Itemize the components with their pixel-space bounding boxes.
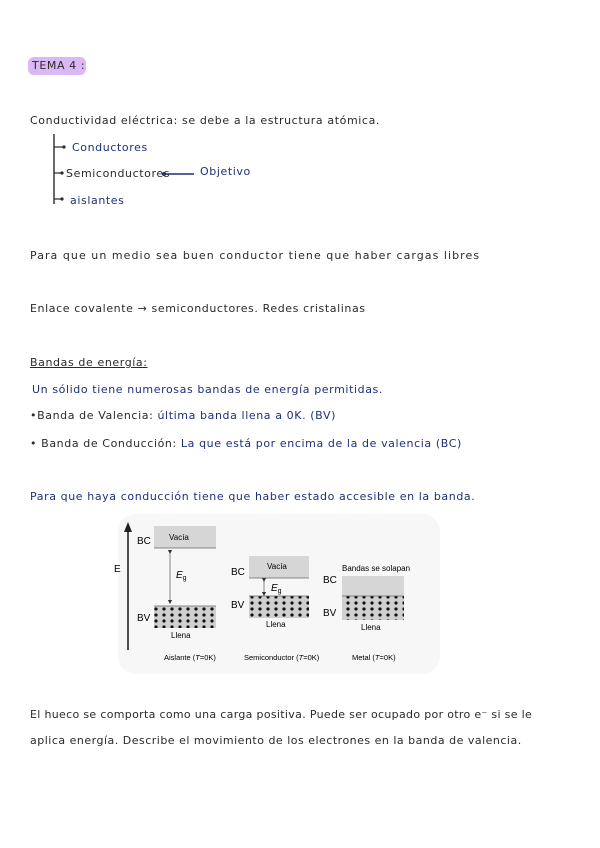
metal-top-label: Bandas se solapan xyxy=(342,564,411,573)
metal-valence-band xyxy=(342,596,404,620)
intro-text: Conductividad eléctrica: se debe a la estructura atómica. xyxy=(30,114,381,127)
branch-semiconductores: Semiconductores xyxy=(66,167,171,180)
semiconductor-caption xyxy=(244,653,320,662)
insulator-gap-symbol: E xyxy=(176,570,183,581)
metal-caption-start: Metal ( xyxy=(352,653,375,662)
semiconductor-bc-label: BC xyxy=(231,567,245,578)
insulator-bc-label: BC xyxy=(137,536,151,547)
topic-badge-label: TEMA 4 : xyxy=(32,59,86,72)
semiconductor-gap-subscript: g xyxy=(277,588,282,595)
branch-aislantes: aislantes xyxy=(70,194,125,207)
insulator-caption-end: =0K) xyxy=(199,653,216,662)
insulator-caption-t: T xyxy=(195,653,200,662)
semiconductor-bv-label: BV xyxy=(231,600,245,611)
semiconductor-gap-symbol: E xyxy=(271,583,278,594)
valence-label: •Banda de Valencia: xyxy=(30,409,154,422)
semiconductor-caption-end: =0K) xyxy=(303,653,320,662)
insulator-bv-label: BV xyxy=(137,613,151,624)
hole-line-2: aplica energía. Describe el movimiento de los electrones en la banda de valencia. xyxy=(30,734,522,747)
metal-caption xyxy=(352,653,396,662)
branch-conductores: Conductores xyxy=(72,141,148,154)
insulator-gap-subscript: g xyxy=(182,575,187,582)
semiconductor-caption-t: T xyxy=(298,653,304,662)
semiconductor-top-label: Vacía xyxy=(267,562,287,571)
semiconductor-caption-start: Semiconductor ( xyxy=(244,653,299,662)
conduction-description: La que está por encima de la de valencia (BC) xyxy=(180,437,462,450)
accessible-state-text: Para que haya conducción tiene que haber estado accesible en la banda. xyxy=(30,490,476,503)
insulator-top-label: Vacía xyxy=(169,533,189,542)
bands-subtitle: Un sólido tiene numerosas bandas de energía permitidas. xyxy=(32,383,383,396)
covalent-text: Enlace covalente → semiconductores. Redes cristalinas xyxy=(30,302,366,315)
insulator-gap-label xyxy=(176,570,187,582)
insulator-caption-start: Aislante ( xyxy=(164,653,196,662)
energy-axis-label: E xyxy=(114,564,121,575)
energy-axis-arrowhead xyxy=(124,522,132,532)
semiconductor-bottom-label: Llena xyxy=(266,620,286,629)
metal-bv-label: BV xyxy=(323,608,337,619)
conduction-label: • Banda de Conducción: xyxy=(30,437,177,450)
semiconductor-valence-band xyxy=(249,596,309,618)
insulator-bottom-label: Llena xyxy=(171,631,191,640)
metal-bc-label: BC xyxy=(323,575,337,586)
bands-heading-text: Bandas de energía: xyxy=(30,356,148,369)
semiconductor-gap-label xyxy=(271,583,282,595)
objective-label: Objetivo xyxy=(200,165,251,178)
valence-description: última banda llena a 0K. (BV) xyxy=(157,409,336,422)
free-charges-text: Para que un medio sea buen conductor tiene que haber cargas libres xyxy=(30,249,481,262)
metal-caption-t: T xyxy=(374,653,380,662)
metal-caption-end: =0K) xyxy=(379,653,396,662)
hole-line-1: El hueco se comporta como una carga positiva. Puede ser ocupado por otro e⁻ si se le xyxy=(30,708,533,721)
insulator-valence-band xyxy=(154,606,216,628)
metal-bottom-label: Llena xyxy=(361,623,381,632)
insulator-caption xyxy=(164,653,216,662)
metal-conduction-band xyxy=(342,576,404,596)
